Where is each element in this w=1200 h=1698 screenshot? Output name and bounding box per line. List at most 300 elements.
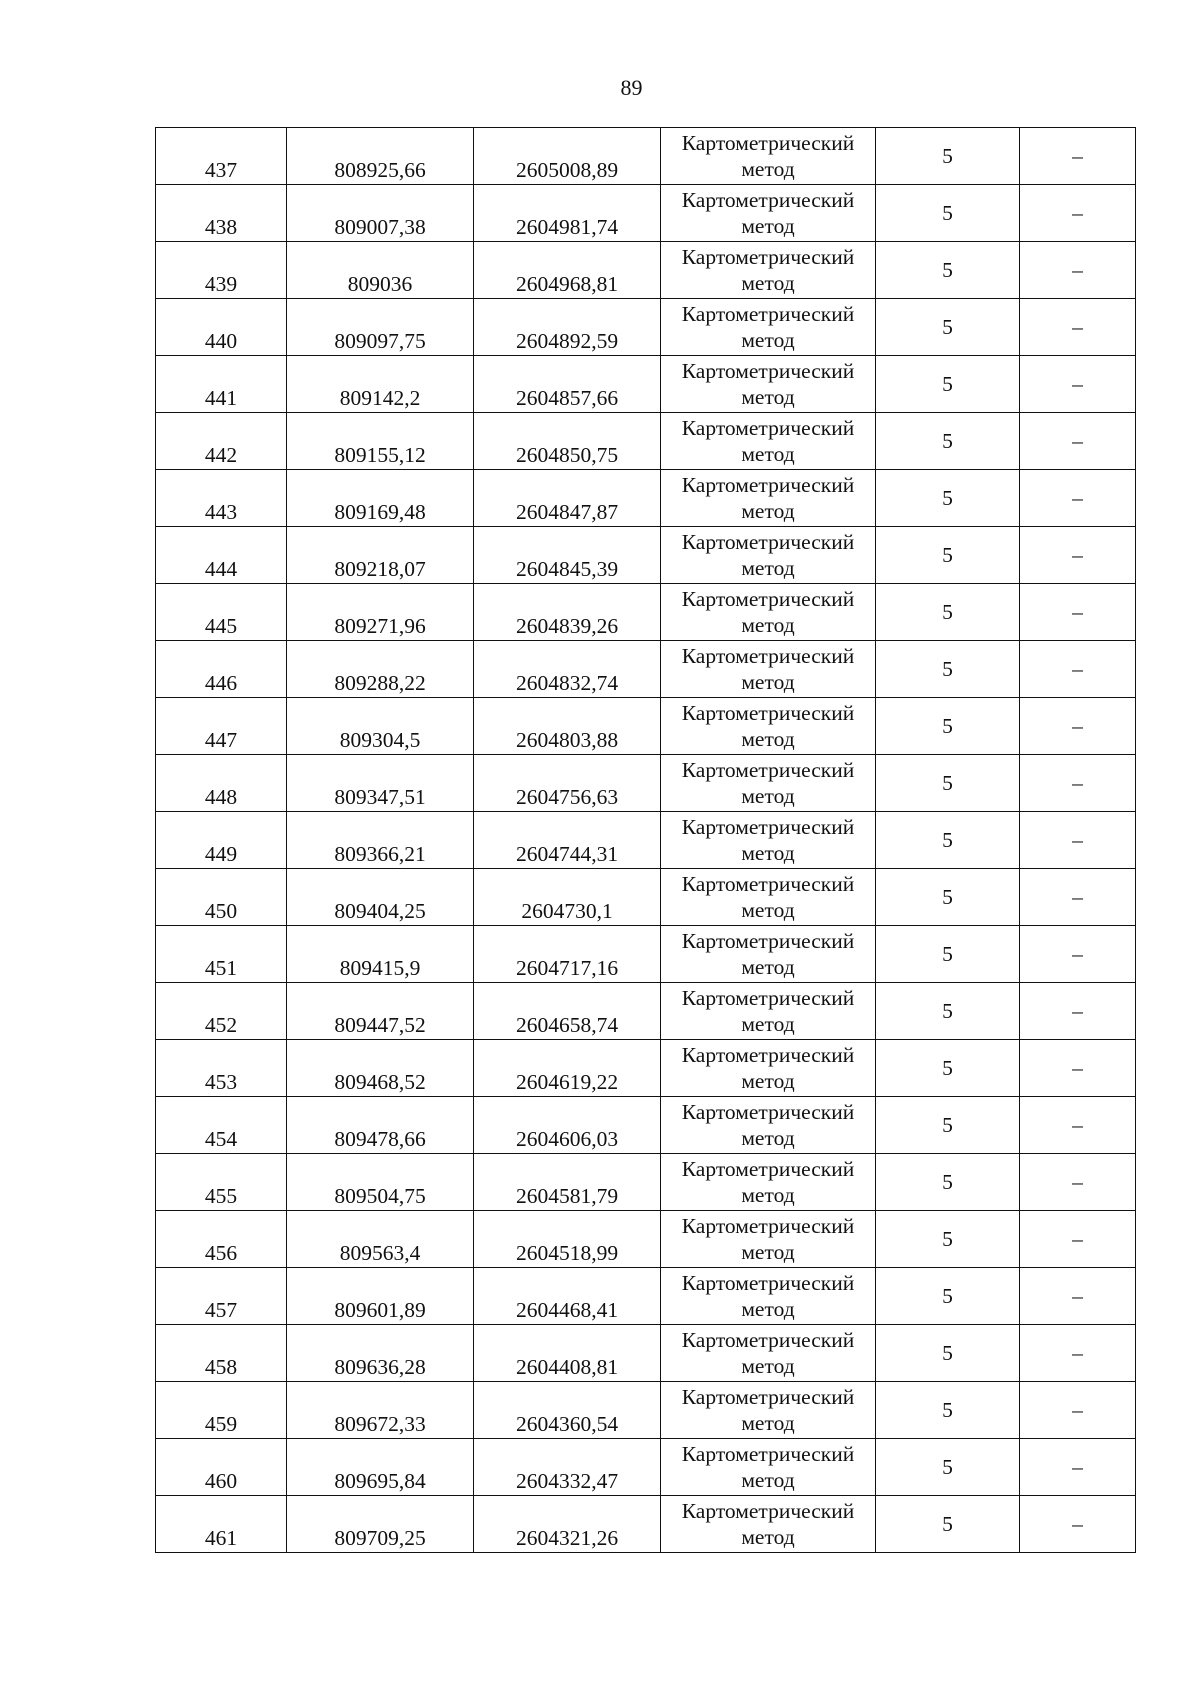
- method-line-1: Картометрический: [681, 530, 855, 554]
- x-coordinate-cell: [287, 755, 474, 812]
- table-row: [156, 1268, 1136, 1325]
- point-number: 455: [204, 1184, 238, 1208]
- x-coordinate-cell: [287, 584, 474, 641]
- x-coordinate: 809415,9: [339, 956, 421, 980]
- method-cell: [661, 698, 876, 755]
- method-cell: [661, 869, 876, 926]
- accuracy-cell: 5: [876, 1382, 1020, 1439]
- y-coordinate: 2604606,03: [515, 1127, 619, 1151]
- x-coordinate: 809347,51: [334, 785, 426, 809]
- method-cell: [661, 1154, 876, 1211]
- method-line-2: метод: [741, 385, 795, 409]
- point-number-cell: [156, 698, 287, 755]
- note-cell: –: [1020, 413, 1136, 470]
- y-coordinate: 2604839,26: [515, 614, 619, 638]
- note-cell: –: [1020, 926, 1136, 983]
- point-number-cell: [156, 1496, 287, 1553]
- table-row: [156, 983, 1136, 1040]
- x-coordinate: 809504,75: [334, 1184, 426, 1208]
- table-row: [156, 1439, 1136, 1496]
- y-coordinate-cell: [474, 1496, 661, 1553]
- y-coordinate-cell: [474, 698, 661, 755]
- x-coordinate-cell: [287, 1439, 474, 1496]
- table-row: [156, 470, 1136, 527]
- point-number-cell: [156, 983, 287, 1040]
- note-cell: –: [1020, 1439, 1136, 1496]
- note-cell: –: [1020, 698, 1136, 755]
- accuracy-cell: 5: [876, 470, 1020, 527]
- point-number: 450: [204, 899, 238, 923]
- accuracy-cell: 5: [876, 1268, 1020, 1325]
- accuracy-cell: 5: [876, 584, 1020, 641]
- y-coordinate-cell: [474, 1154, 661, 1211]
- x-coordinate: 809709,25: [334, 1526, 426, 1550]
- point-number: 443: [204, 500, 238, 524]
- point-number: 437: [204, 158, 238, 182]
- point-number: 458: [204, 1355, 238, 1379]
- point-number-cell: [156, 869, 287, 926]
- note-cell: –: [1020, 128, 1136, 185]
- y-coordinate: 2604832,74: [515, 671, 619, 695]
- note-cell: –: [1020, 1211, 1136, 1268]
- x-coordinate: 809097,75: [334, 329, 426, 353]
- method-cell: [661, 584, 876, 641]
- x-coordinate: 809695,84: [334, 1469, 426, 1493]
- x-coordinate-cell: [287, 641, 474, 698]
- y-coordinate-cell: [474, 869, 661, 926]
- y-coordinate-cell: [474, 242, 661, 299]
- note-cell: –: [1020, 1496, 1136, 1553]
- accuracy-cell: 5: [876, 812, 1020, 869]
- point-number: 445: [204, 614, 238, 638]
- point-number-cell: [156, 1439, 287, 1496]
- point-number-cell: [156, 1382, 287, 1439]
- method-line-2: метод: [741, 1240, 795, 1264]
- method-line-2: метод: [741, 1126, 795, 1150]
- method-cell: [661, 527, 876, 584]
- method-cell: [661, 926, 876, 983]
- y-coordinate-cell: [474, 1439, 661, 1496]
- method-line-2: метод: [741, 1069, 795, 1093]
- method-line-1: Картометрический: [681, 359, 855, 383]
- method-line-1: Картометрический: [681, 1385, 855, 1409]
- point-number: 457: [204, 1298, 238, 1322]
- method-cell: [661, 128, 876, 185]
- x-coordinate: 809288,22: [334, 671, 426, 695]
- point-number-cell: [156, 185, 287, 242]
- table-row: [156, 1154, 1136, 1211]
- x-coordinate: 809366,21: [334, 842, 426, 866]
- accuracy-cell: 5: [876, 1325, 1020, 1382]
- method-line-2: метод: [741, 1012, 795, 1036]
- y-coordinate-cell: [474, 299, 661, 356]
- accuracy-cell: 5: [876, 1154, 1020, 1211]
- y-coordinate: 2604892,59: [515, 329, 619, 353]
- point-number-cell: [156, 413, 287, 470]
- point-number: 447: [204, 728, 238, 752]
- method-line-1: Картометрический: [681, 872, 855, 896]
- method-line-1: Картометрический: [681, 302, 855, 326]
- y-coordinate: 2604968,81: [515, 272, 619, 296]
- table-row: [156, 755, 1136, 812]
- table-row: [156, 698, 1136, 755]
- y-coordinate-cell: [474, 1040, 661, 1097]
- method-line-1: Картометрический: [681, 1043, 855, 1067]
- method-line-1: Картометрический: [681, 245, 855, 269]
- x-coordinate: 809271,96: [334, 614, 426, 638]
- method-line-1: Картометрический: [681, 644, 855, 668]
- x-coordinate-cell: [287, 1496, 474, 1553]
- table-row: [156, 242, 1136, 299]
- x-coordinate: 809036: [347, 272, 413, 296]
- y-coordinate: 2604850,75: [515, 443, 619, 467]
- table-row: [156, 1040, 1136, 1097]
- method-line-1: Картометрический: [681, 1328, 855, 1352]
- method-cell: [661, 1325, 876, 1382]
- x-coordinate-cell: [287, 413, 474, 470]
- x-coordinate-cell: [287, 1325, 474, 1382]
- point-number: 446: [204, 671, 238, 695]
- method-cell: [661, 1211, 876, 1268]
- point-number-cell: [156, 470, 287, 527]
- method-line-1: Картометрический: [681, 1214, 855, 1238]
- accuracy-cell: 5: [876, 698, 1020, 755]
- x-coordinate: 809169,48: [334, 500, 426, 524]
- x-coordinate-cell: [287, 1268, 474, 1325]
- method-line-1: Картометрический: [681, 758, 855, 782]
- y-coordinate: 2604321,26: [515, 1526, 619, 1550]
- x-coordinate-cell: [287, 698, 474, 755]
- y-coordinate-cell: [474, 812, 661, 869]
- x-coordinate: 809601,89: [334, 1298, 426, 1322]
- method-line-2: метод: [741, 613, 795, 637]
- y-coordinate: 2604360,54: [515, 1412, 619, 1436]
- point-number: 461: [204, 1526, 238, 1550]
- accuracy-cell: 5: [876, 641, 1020, 698]
- point-number-cell: [156, 1268, 287, 1325]
- x-coordinate: 809007,38: [334, 215, 426, 239]
- note-cell: –: [1020, 1382, 1136, 1439]
- method-line-1: Картометрический: [681, 1442, 855, 1466]
- method-cell: [661, 1496, 876, 1553]
- method-cell: [661, 356, 876, 413]
- point-number: 438: [204, 215, 238, 239]
- point-number: 449: [204, 842, 238, 866]
- point-number: 451: [204, 956, 238, 980]
- method-line-2: метод: [741, 898, 795, 922]
- table-row: [156, 926, 1136, 983]
- point-number-cell: [156, 584, 287, 641]
- x-coordinate: 808925,66: [334, 158, 426, 182]
- note-cell: –: [1020, 641, 1136, 698]
- point-number: 440: [204, 329, 238, 353]
- x-coordinate: 809672,33: [334, 1412, 426, 1436]
- method-line-2: метод: [741, 214, 795, 238]
- y-coordinate-cell: [474, 641, 661, 698]
- method-line-1: Картометрический: [681, 188, 855, 212]
- method-cell: [661, 755, 876, 812]
- method-line-1: Картометрический: [681, 815, 855, 839]
- method-line-2: метод: [741, 499, 795, 523]
- y-coordinate: 2604744,31: [515, 842, 619, 866]
- method-line-2: метод: [741, 670, 795, 694]
- point-number: 441: [204, 386, 238, 410]
- x-coordinate-cell: [287, 1382, 474, 1439]
- note-cell: –: [1020, 1040, 1136, 1097]
- point-number-cell: [156, 812, 287, 869]
- point-number-cell: [156, 242, 287, 299]
- accuracy-cell: 5: [876, 755, 1020, 812]
- x-coordinate-cell: [287, 527, 474, 584]
- y-coordinate: 2604847,87: [515, 500, 619, 524]
- method-cell: [661, 1439, 876, 1496]
- method-line-2: метод: [741, 271, 795, 295]
- table-row: [156, 869, 1136, 926]
- accuracy-cell: 5: [876, 299, 1020, 356]
- table-row: [156, 299, 1136, 356]
- method-line-2: метод: [741, 727, 795, 751]
- y-coordinate: 2604581,79: [515, 1184, 619, 1208]
- x-coordinate-cell: [287, 926, 474, 983]
- point-number-cell: [156, 1097, 287, 1154]
- point-number: 460: [204, 1469, 238, 1493]
- y-coordinate: 2604408,81: [515, 1355, 619, 1379]
- accuracy-cell: 5: [876, 128, 1020, 185]
- y-coordinate: 2604518,99: [515, 1241, 619, 1265]
- x-coordinate: 809404,25: [334, 899, 426, 923]
- method-cell: [661, 1040, 876, 1097]
- method-cell: [661, 641, 876, 698]
- method-line-1: Картометрический: [681, 929, 855, 953]
- table-row: [156, 1097, 1136, 1154]
- method-line-1: Картометрический: [681, 1100, 855, 1124]
- point-number: 456: [204, 1241, 238, 1265]
- y-coordinate: 2604619,22: [515, 1070, 619, 1094]
- accuracy-cell: 5: [876, 413, 1020, 470]
- accuracy-cell: 5: [876, 1439, 1020, 1496]
- point-number-cell: [156, 1040, 287, 1097]
- y-coordinate-cell: [474, 755, 661, 812]
- method-cell: [661, 1268, 876, 1325]
- method-line-2: метод: [741, 157, 795, 181]
- point-number-cell: [156, 128, 287, 185]
- x-coordinate: 809563,4: [339, 1241, 421, 1265]
- table-row: [156, 527, 1136, 584]
- method-line-1: Картометрический: [681, 701, 855, 725]
- method-cell: [661, 242, 876, 299]
- table-row: [156, 584, 1136, 641]
- accuracy-cell: 5: [876, 983, 1020, 1040]
- y-coordinate: 2604468,41: [515, 1298, 619, 1322]
- y-coordinate-cell: [474, 527, 661, 584]
- y-coordinate-cell: [474, 1268, 661, 1325]
- x-coordinate: 809447,52: [334, 1013, 426, 1037]
- method-cell: [661, 812, 876, 869]
- method-cell: [661, 413, 876, 470]
- y-coordinate-cell: [474, 1382, 661, 1439]
- accuracy-cell: 5: [876, 242, 1020, 299]
- y-coordinate: 2604845,39: [515, 557, 619, 581]
- method-line-1: Картометрический: [681, 416, 855, 440]
- x-coordinate: 809468,52: [334, 1070, 426, 1094]
- y-coordinate-cell: [474, 1097, 661, 1154]
- point-number: 448: [204, 785, 238, 809]
- method-cell: [661, 1382, 876, 1439]
- note-cell: –: [1020, 812, 1136, 869]
- method-line-2: метод: [741, 1525, 795, 1549]
- point-number: 453: [204, 1070, 238, 1094]
- x-coordinate: 809218,07: [334, 557, 426, 581]
- point-number-cell: [156, 527, 287, 584]
- x-coordinate-cell: [287, 356, 474, 413]
- coordinates-table: [155, 127, 1136, 1553]
- note-cell: –: [1020, 470, 1136, 527]
- y-coordinate: 2604803,88: [515, 728, 619, 752]
- table-row: [156, 356, 1136, 413]
- point-number-cell: [156, 641, 287, 698]
- method-line-1: Картометрический: [681, 473, 855, 497]
- x-coordinate-cell: [287, 1097, 474, 1154]
- accuracy-cell: 5: [876, 527, 1020, 584]
- x-coordinate-cell: [287, 869, 474, 926]
- x-coordinate: 809155,12: [334, 443, 426, 467]
- point-number-cell: [156, 356, 287, 413]
- y-coordinate: 2604981,74: [515, 215, 619, 239]
- method-cell: [661, 299, 876, 356]
- y-coordinate: 2604857,66: [515, 386, 619, 410]
- accuracy-cell: 5: [876, 1496, 1020, 1553]
- x-coordinate-cell: [287, 242, 474, 299]
- page-number: 89: [620, 75, 643, 100]
- y-coordinate: 2605008,89: [515, 158, 619, 182]
- point-number-cell: [156, 926, 287, 983]
- accuracy-cell: 5: [876, 356, 1020, 413]
- point-number: 454: [204, 1127, 238, 1151]
- x-coordinate-cell: [287, 299, 474, 356]
- table-row: [156, 812, 1136, 869]
- point-number: 452: [204, 1013, 238, 1037]
- table-row: [156, 1496, 1136, 1553]
- y-coordinate-cell: [474, 470, 661, 527]
- point-number-cell: [156, 1211, 287, 1268]
- note-cell: –: [1020, 1268, 1136, 1325]
- y-coordinate-cell: [474, 413, 661, 470]
- accuracy-cell: 5: [876, 1040, 1020, 1097]
- note-cell: –: [1020, 185, 1136, 242]
- x-coordinate: 809142,2: [339, 386, 421, 410]
- method-line-2: метод: [741, 1468, 795, 1492]
- method-line-1: Картометрический: [681, 1499, 855, 1523]
- method-line-1: Картометрический: [681, 986, 855, 1010]
- y-coordinate-cell: [474, 128, 661, 185]
- point-number-cell: [156, 1154, 287, 1211]
- x-coordinate: 809304,5: [339, 728, 421, 752]
- y-coordinate: 2604717,16: [515, 956, 619, 980]
- x-coordinate-cell: [287, 185, 474, 242]
- table-row: [156, 641, 1136, 698]
- x-coordinate: 809636,28: [334, 1355, 426, 1379]
- accuracy-cell: 5: [876, 185, 1020, 242]
- accuracy-cell: 5: [876, 1211, 1020, 1268]
- y-coordinate-cell: [474, 584, 661, 641]
- x-coordinate-cell: [287, 1040, 474, 1097]
- note-cell: –: [1020, 356, 1136, 413]
- table-row: [156, 413, 1136, 470]
- method-line-1: Картометрический: [681, 1271, 855, 1295]
- method-line-2: метод: [741, 841, 795, 865]
- point-number-cell: [156, 755, 287, 812]
- method-line-2: метод: [741, 328, 795, 352]
- note-cell: –: [1020, 242, 1136, 299]
- y-coordinate: 2604658,74: [515, 1013, 619, 1037]
- accuracy-cell: 5: [876, 1097, 1020, 1154]
- method-cell: [661, 1097, 876, 1154]
- point-number-cell: [156, 299, 287, 356]
- x-coordinate: 809478,66: [334, 1127, 426, 1151]
- note-cell: –: [1020, 755, 1136, 812]
- y-coordinate-cell: [474, 926, 661, 983]
- point-number: 439: [204, 272, 238, 296]
- method-line-1: Картометрический: [681, 587, 855, 611]
- y-coordinate-cell: [474, 185, 661, 242]
- method-line-1: Картометрический: [681, 131, 855, 155]
- note-cell: –: [1020, 1097, 1136, 1154]
- x-coordinate-cell: [287, 128, 474, 185]
- table-row: [156, 1382, 1136, 1439]
- table-row: [156, 128, 1136, 185]
- y-coordinate: 2604730,1: [521, 899, 613, 923]
- note-cell: –: [1020, 1154, 1136, 1211]
- method-line-2: метод: [741, 556, 795, 580]
- point-number: 442: [204, 443, 238, 467]
- method-line-2: метод: [741, 1297, 795, 1321]
- point-number-cell: [156, 1325, 287, 1382]
- note-cell: –: [1020, 299, 1136, 356]
- method-line-2: метод: [741, 1354, 795, 1378]
- x-coordinate-cell: [287, 1154, 474, 1211]
- method-cell: [661, 185, 876, 242]
- method-cell: [661, 470, 876, 527]
- y-coordinate-cell: [474, 983, 661, 1040]
- x-coordinate-cell: [287, 983, 474, 1040]
- y-coordinate: 2604756,63: [515, 785, 619, 809]
- x-coordinate-cell: [287, 812, 474, 869]
- accuracy-cell: 5: [876, 926, 1020, 983]
- x-coordinate-cell: [287, 470, 474, 527]
- method-line-2: метод: [741, 442, 795, 466]
- point-number: 444: [204, 557, 238, 581]
- y-coordinate-cell: [474, 1325, 661, 1382]
- method-line-2: метод: [741, 1411, 795, 1435]
- table-row: [156, 1325, 1136, 1382]
- point-number: 459: [204, 1412, 238, 1436]
- note-cell: –: [1020, 527, 1136, 584]
- y-coordinate: 2604332,47: [515, 1469, 619, 1493]
- method-cell: [661, 983, 876, 1040]
- note-cell: –: [1020, 983, 1136, 1040]
- method-line-2: метод: [741, 955, 795, 979]
- method-line-2: метод: [741, 784, 795, 808]
- y-coordinate-cell: [474, 356, 661, 413]
- coordinates-table-body: [156, 128, 1136, 1553]
- method-line-2: метод: [741, 1183, 795, 1207]
- note-cell: –: [1020, 584, 1136, 641]
- table-row: [156, 1211, 1136, 1268]
- table-row: [156, 185, 1136, 242]
- y-coordinate-cell: [474, 1211, 661, 1268]
- note-cell: –: [1020, 1325, 1136, 1382]
- note-cell: –: [1020, 869, 1136, 926]
